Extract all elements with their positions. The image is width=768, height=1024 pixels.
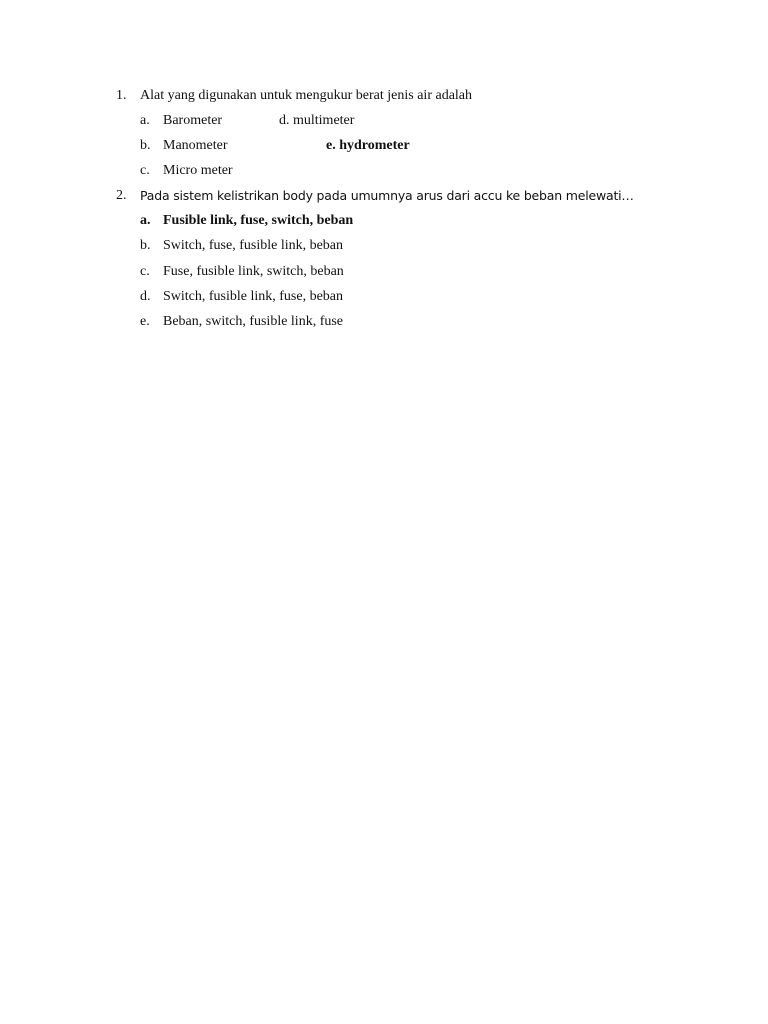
option-text: d. multimeter <box>279 113 355 128</box>
option-letter: e. <box>140 314 150 329</box>
option-letter: b. <box>140 238 151 253</box>
answer-option-text: e. hydrometer <box>326 138 410 153</box>
question-number: 1. <box>116 88 127 103</box>
option-letter: c. <box>140 264 150 279</box>
option-letter: d. <box>140 289 151 304</box>
option-letter: c. <box>140 163 150 178</box>
question-text: Pada sistem kelistrikan body pada umumnya arus dari accu ke beban melewati… <box>140 188 634 203</box>
option-text: Manometer <box>163 138 228 153</box>
option-text: Fuse, fusible link, switch, beban <box>163 264 344 279</box>
option-text: Switch, fusible link, fuse, beban <box>163 289 344 304</box>
option-letter: b. <box>140 138 151 153</box>
option-letter: a. <box>140 113 150 128</box>
question-number: 2. <box>116 188 127 203</box>
answer-option-letter: a. <box>140 213 151 228</box>
answer-option-text: Fusible link, fuse, switch, beban <box>163 213 354 228</box>
option-text: Switch, fuse, fusible link, beban <box>163 238 344 253</box>
option-text: Micro meter <box>163 163 233 178</box>
option-text: Beban, switch, fusible link, fuse <box>163 314 344 329</box>
option-text: Barometer <box>163 113 223 128</box>
question-text: Alat yang digunakan untuk mengukur berat jenis air adalah <box>140 88 473 103</box>
